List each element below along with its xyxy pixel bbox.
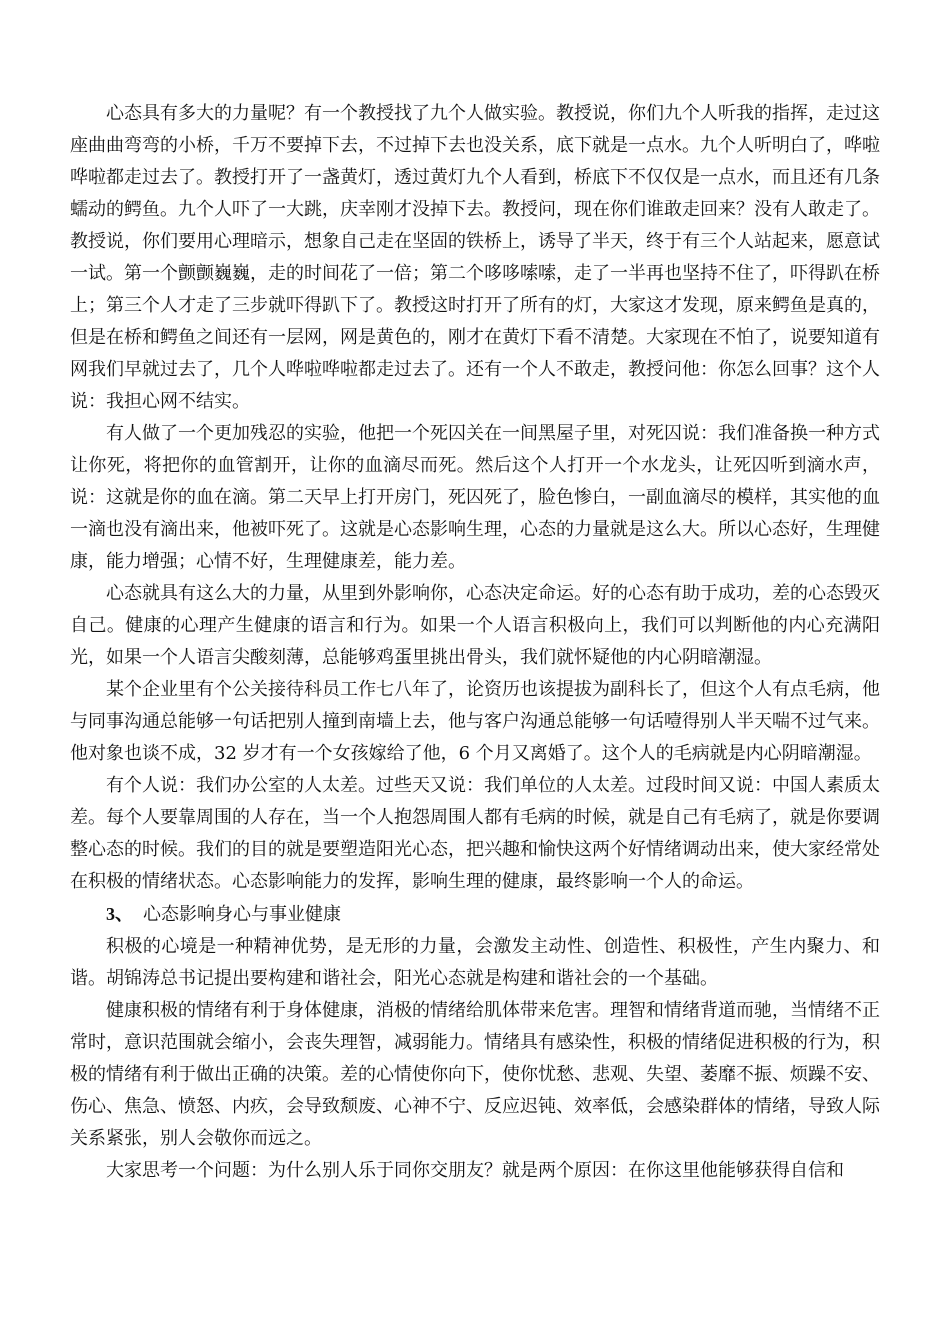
section-title: 心态影响身心与事业健康 <box>143 904 341 925</box>
paragraph-positive-mood: 积极的心境是一种精神优势，是无形的力量，会激发主动性、创造性、积极性，产生内聚力、和谐。胡锦涛总书记提出要构建和谐社会，阳光心态就是构建和谐社会的一个基础。 <box>70 936 880 989</box>
paragraph-enterprise-employee: 某个企业里有个公关接待科员工作七八年了，论资历也该提拔为副科长了，但这个人有点毛病，他与同事沟通总能够一句话把别人撞到南墙上去，他与客户沟通总能够一句话噎得别人半天喘不过气来。他对象也谈不成，32 岁才有一个女孩嫁给了他，6 个月又离婚了。这个人的毛病就是内心阴暗潮湿。 <box>70 679 880 764</box>
paragraph-complaining-person: 有个人说：我们办公室的人太差。过些天又说：我们单位的人太差。过段时间又说：中国人素质太差。每个人要靠周围的人存在，当一个人抱怨周围人都有毛病的时候，就是自己有毛病了，就是你要调整心态的时候。我们的目的就是要塑造阳光心态，把兴趣和愉快这两个好情绪调动出来，使大家经常处在积极的情绪状态。心态影响能力的发挥，影响生理的健康，最终影响一个人的命运。 <box>70 775 880 892</box>
paragraph-mindset-power: 心态就具有这么大的力量，从里到外影响你，心态决定命运。好的心态有助于成功，差的心态毁灭自己。健康的心理产生健康的语言和行为。如果一个人语言积极向上，我们可以判断他的内心充满阳光，如果一个人语言尖酸刻薄，总能够鸡蛋里挑出骨头，我们就怀疑他的内心阴暗潮湿。 <box>70 583 880 668</box>
section-heading <box>70 898 880 931</box>
paragraph-friendship-question: 大家思考一个问题：为什么别人乐于同你交朋友？就是两个原因：在你这里他能够获得自信和 <box>106 1160 844 1181</box>
paragraph-healthy-emotion: 健康积极的情绪有利于身体健康，消极的情绪给肌体带来危害。理智和情绪背道而驰，当情绪不正常时，意识范围就会缩小，会丧失理智，减弱能力。情绪具有感染性，积极的情绪促进积极的行为，积极的情绪有利于做出正确的决策。差的心情使你向下，使你忧愁、悲观、失望、萎靡不振、烦躁不安、伤心、焦急、愤怒、内疚，会导致颓废、心神不宁、反应迟钝、效率低，会感染群体的情绪，导致人际关系紧张，别人会敬你而远之。 <box>70 1000 880 1149</box>
paragraph-prisoner-experiment: 有人做了一个更加残忍的实验，他把一个死囚关在一间黑屋子里，对死囚说：我们准备换一种方式让你死，将把你的血管割开，让你的血滴尽而死。然后这个人打开一个水龙头，让死囚听到滴水声，说：这就是你的血在滴。第二天早上打开房门，死囚死了，脸色惨白，一副血滴尽的模样，其实他的血一滴也没有滴出来，他被吓死了。这就是心态影响生理，心态的力量就是这么大。所以心态好，生理健康，能力增强；心情不好，生理健康差，能力差。 <box>70 423 880 572</box>
paragraph-psychology-experiment: 心态具有多大的力量呢？有一个教授找了九个人做实验。教授说，你们九个人听我的指挥，走过这座曲曲弯弯的小桥，千万不要掉下去，不过掉下去也没关系，底下就是一点水。九个人听明白了，哗啦哗啦都走过去了。教授打开了一盏黄灯，透过黄灯九个人看到，桥底下不仅仅是一点水，而且还有几条蠕动的鳄鱼。九个人吓了一大跳，庆幸刚才没掉下去。教授问，现在你们谁敢走回来？没有人敢走了。教授说，你们要用心理暗示，想象自己走在坚固的铁桥上，诱导了半天，终于有三个人站起来，愿意试一试。第一个颤颤巍巍，走的时间花了一倍；第二个哆哆嗦嗦，走了一半再也坚持不住了，吓得趴在桥上；第三个人才走了三步就吓得趴下了。教授这时打开了所有的灯，大家这才发现，原来鳄鱼是真的，但是在桥和鳄鱼之间还有一层网，网是黄色的，刚才在黄灯下看不清楚。大家现在不怕了，说要知道有网我们早就过去了，几个人哗啦哗啦都走过去了。还有一个人不敢走，教授问他：你怎么回事？这个人说：我担心网不结实。 <box>70 103 880 412</box>
section-number: 3、 <box>106 904 133 924</box>
